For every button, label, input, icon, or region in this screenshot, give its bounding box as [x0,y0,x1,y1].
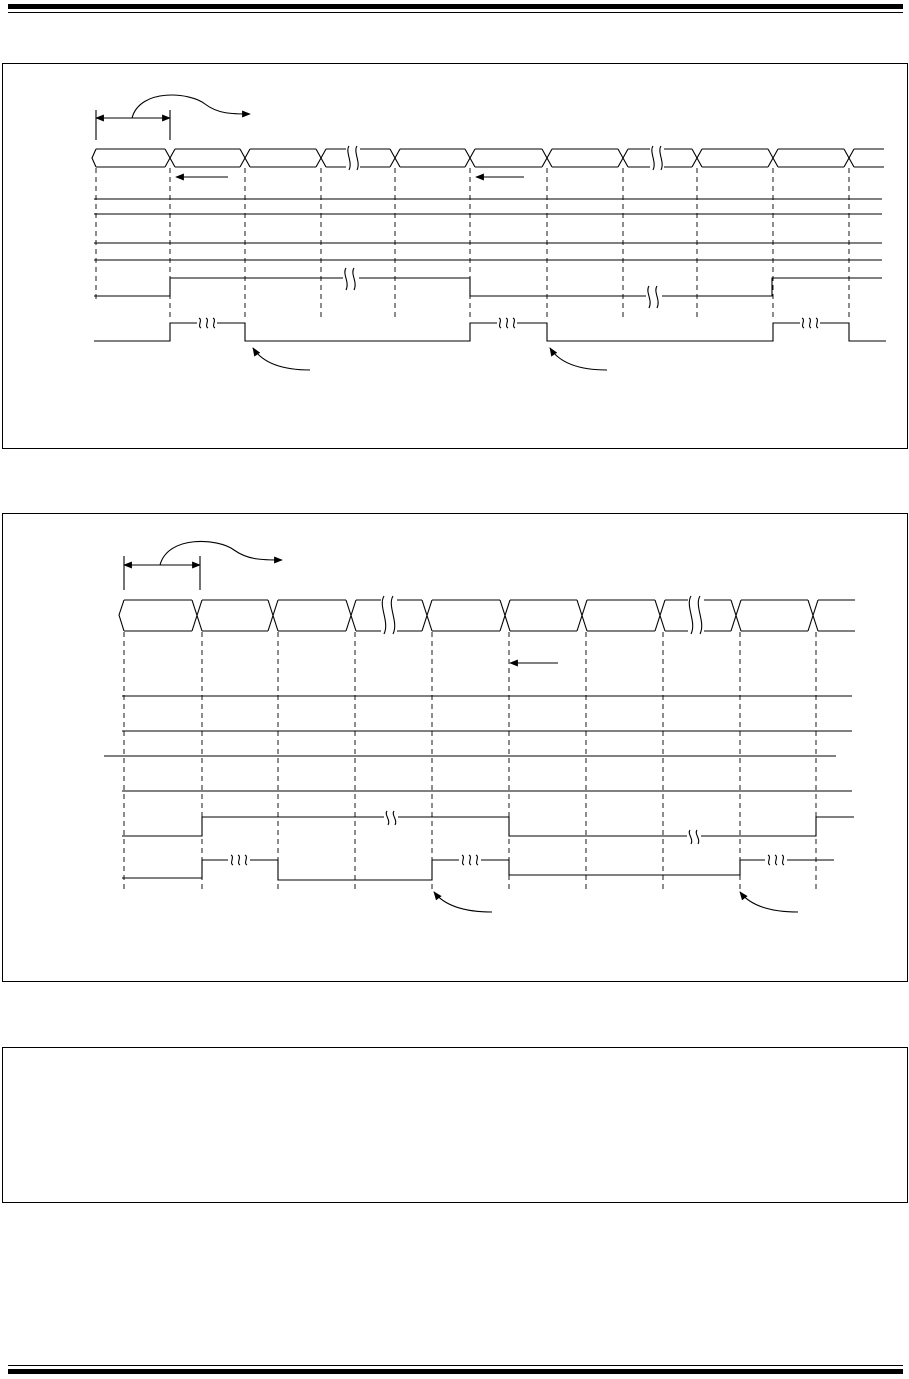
clock-edge-guides-2 [124,632,816,890]
callout-curve-2b [740,892,798,912]
pulse-signal-2 [122,855,834,880]
pulse-signal-1 [94,318,886,341]
timing-diagram-2 [104,541,855,912]
period-callout-curve-2 [160,541,282,565]
period-callout-curve-1 [132,95,250,118]
callout-curve-1a [253,348,310,370]
toggle-signal-2 [122,811,854,844]
bus-row-1 [92,146,884,170]
clock-edge-guides-1 [96,168,849,320]
toggle-signal-1 [94,268,882,308]
callout-curve-1b [550,348,607,370]
bus-row-2 [119,596,855,634]
timing-diagram-1 [92,95,886,370]
callout-curve-2a [434,892,492,912]
